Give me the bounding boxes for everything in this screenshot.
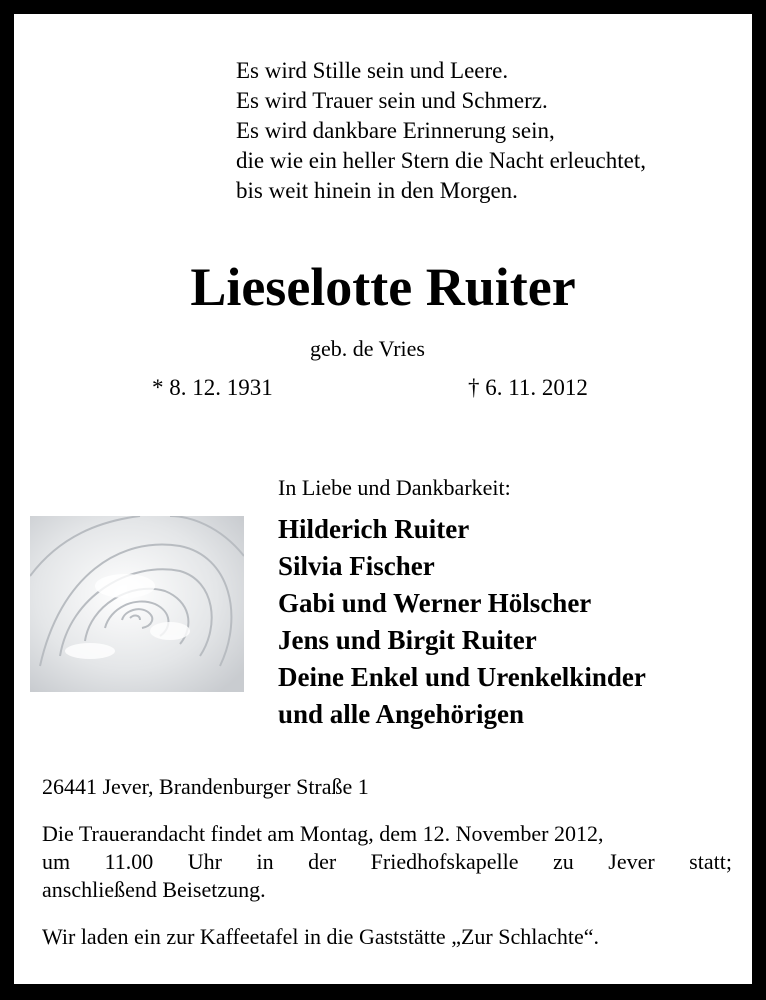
- deceased-name: Lieselotte Ruiter: [190, 257, 576, 317]
- poem: [236, 56, 646, 206]
- poem-line: bis weit hinein in den Morgen.: [236, 178, 518, 203]
- service-word: in: [256, 849, 274, 874]
- service-info: [42, 820, 732, 904]
- invitation: Wir laden ein zur Kaffeetafel in die Gaststätte „Zur Schlachte“.: [42, 924, 600, 949]
- rose-image: [30, 516, 244, 692]
- mourners-list: [278, 511, 646, 733]
- mourner-name: und alle Angehörigen: [278, 699, 525, 729]
- poem-line: die wie ein heller Stern die Nacht erleuchtet,: [236, 148, 646, 173]
- rose-icon: [30, 516, 244, 692]
- born-name: geb. de Vries: [310, 336, 425, 361]
- mourner-name: Deine Enkel und Urenkelkinder: [278, 662, 646, 692]
- service-word: Uhr: [187, 849, 222, 874]
- service-word: zu: [553, 849, 574, 874]
- poem-line: Es wird Trauer sein und Schmerz.: [236, 88, 548, 113]
- service-word: um: [42, 849, 71, 874]
- poem-line: Es wird dankbare Erinnerung sein,: [236, 118, 555, 143]
- poem-line: Es wird Stille sein und Leere.: [236, 58, 509, 83]
- mourner-name: Silvia Fischer: [278, 551, 435, 581]
- death-date: † 6. 11. 2012: [468, 375, 588, 400]
- service-line: [42, 848, 732, 876]
- service-word: Jever: [608, 849, 655, 874]
- mourner-name: Jens und Birgit Ruiter: [278, 625, 537, 655]
- birth-date: * 8. 12. 1931: [152, 375, 273, 400]
- mourner-name: Hilderich Ruiter: [278, 514, 470, 544]
- service-line: Die Trauerandacht findet am Montag, dem 12. November 2012,: [42, 821, 604, 846]
- service-word: statt;: [689, 849, 732, 874]
- mourner-name: Gabi und Werner Hölscher: [278, 588, 592, 618]
- mourners-intro: In Liebe und Dankbarkeit:: [278, 475, 511, 500]
- service-word: 11.00: [104, 849, 154, 874]
- service-word: der: [308, 849, 337, 874]
- service-word: Friedhofskapelle: [370, 849, 519, 874]
- address: 26441 Jever, Brandenburger Straße 1: [42, 774, 369, 799]
- service-line: anschließend Beisetzung.: [42, 877, 266, 902]
